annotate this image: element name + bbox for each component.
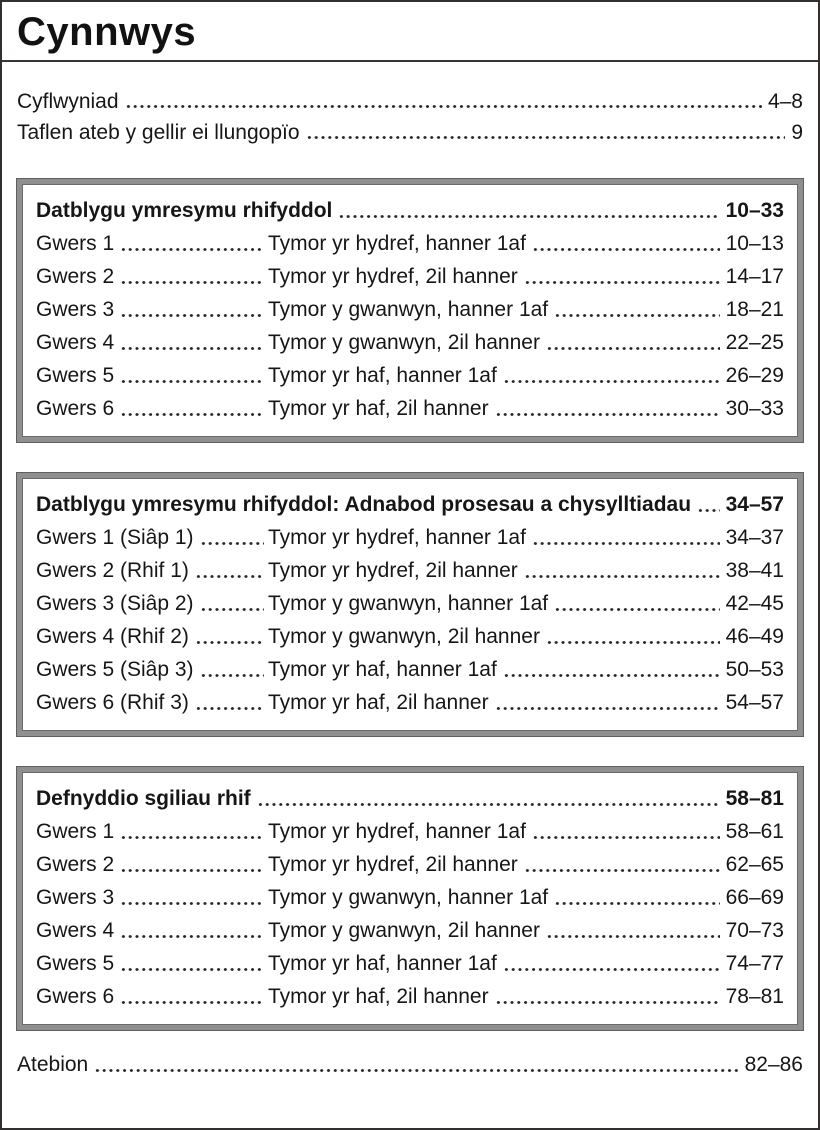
- dot-leader: [554, 608, 719, 611]
- lesson-row: [36, 848, 784, 881]
- lesson-label: Gwers 3: [36, 886, 115, 909]
- section-heading-row: [36, 194, 784, 227]
- lesson-pages: 30–33: [725, 397, 784, 420]
- lesson-row: [36, 980, 784, 1013]
- lesson-pages: 22–25: [725, 331, 784, 354]
- dot-leader: [532, 248, 720, 251]
- section-box-defnyddio-sgiliau-rhif: [17, 767, 803, 1030]
- dot-leader: [120, 935, 264, 938]
- dot-leader: [120, 347, 264, 350]
- section-heading-row: [36, 782, 784, 815]
- lesson-row: [36, 686, 784, 719]
- dot-leader: [120, 413, 264, 416]
- dot-leader: [120, 836, 264, 839]
- dot-leader: [195, 641, 264, 644]
- footer-entries: [17, 1048, 803, 1081]
- lesson-pages: 74–77: [725, 952, 784, 975]
- lesson-label: Gwers 5 (Siâp 3): [36, 658, 194, 681]
- lesson-term: Tymor yr hydref, 2il hanner: [268, 853, 518, 876]
- lesson-label: Gwers 2: [36, 853, 115, 876]
- lesson-pages: 54–57: [725, 691, 784, 714]
- dot-leader: [503, 674, 720, 677]
- title-divider: [2, 60, 818, 62]
- dot-leader: [503, 380, 720, 383]
- dot-leader: [94, 1069, 738, 1072]
- lesson-pages: 58–61: [725, 820, 784, 843]
- lesson-term: Tymor yr haf, hanner 1af: [268, 364, 497, 387]
- dot-leader: [495, 1001, 720, 1004]
- entry-label: Cyflwyniad: [17, 90, 119, 113]
- lesson-pages: 66–69: [725, 886, 784, 909]
- lesson-row: [36, 587, 784, 620]
- dot-leader: [338, 215, 719, 218]
- lesson-term: Tymor y gwanwyn, 2il hanner: [268, 625, 540, 648]
- entry-pages: 9: [791, 121, 803, 144]
- dot-leader: [125, 105, 762, 108]
- lesson-pages: 46–49: [725, 625, 784, 648]
- lesson-label: Gwers 6: [36, 397, 115, 420]
- lesson-pages: 26–29: [725, 364, 784, 387]
- entry-label: Taflen ateb y gellir ei llungopïo: [17, 121, 300, 144]
- dot-leader: [200, 542, 264, 545]
- lesson-row: [36, 881, 784, 914]
- lesson-term: Tymor yr hydref, 2il hanner: [268, 265, 518, 288]
- lesson-term: Tymor yr hydref, hanner 1af: [268, 820, 526, 843]
- entry-pages: 82–86: [744, 1053, 803, 1076]
- dot-leader: [697, 509, 720, 512]
- lesson-pages: 10–13: [725, 232, 784, 255]
- dot-leader: [120, 380, 264, 383]
- dot-leader: [200, 608, 264, 611]
- dot-leader: [554, 314, 719, 317]
- lesson-label: Gwers 5: [36, 952, 115, 975]
- dot-leader: [524, 281, 720, 284]
- lesson-label: Gwers 2 (Rhif 1): [36, 559, 189, 582]
- lesson-label: Gwers 5: [36, 364, 115, 387]
- lesson-label: Gwers 1: [36, 232, 115, 255]
- toc-entry-row: [17, 1048, 803, 1081]
- lesson-row: [36, 326, 784, 359]
- section-box-datblygu-ymresymu-rhifyddol: [17, 179, 803, 442]
- lesson-label: Gwers 4: [36, 919, 115, 942]
- lesson-label: Gwers 3 (Siâp 2): [36, 592, 194, 615]
- dot-leader: [495, 707, 720, 710]
- lesson-pages: 38–41: [725, 559, 784, 582]
- dot-leader: [120, 902, 264, 905]
- lesson-term: Tymor y gwanwyn, 2il hanner: [268, 331, 540, 354]
- lesson-label: Gwers 1: [36, 820, 115, 843]
- lesson-pages: 78–81: [725, 985, 784, 1008]
- lesson-term: Tymor yr haf, hanner 1af: [268, 952, 497, 975]
- section-pages: 58–81: [725, 787, 784, 810]
- lesson-row: [36, 359, 784, 392]
- lesson-term: Tymor y gwanwyn, 2il hanner: [268, 919, 540, 942]
- section-heading: Datblygu ymresymu rhifyddol: [36, 199, 333, 222]
- lesson-term: Tymor yr haf, 2il hanner: [268, 985, 489, 1008]
- lesson-label: Gwers 6 (Rhif 3): [36, 691, 189, 714]
- lesson-row: [36, 620, 784, 653]
- dot-leader: [503, 968, 720, 971]
- lesson-term: Tymor yr haf, 2il hanner: [268, 397, 489, 420]
- lesson-term: Tymor yr hydref, hanner 1af: [268, 232, 526, 255]
- dot-leader: [120, 869, 264, 872]
- lesson-label: Gwers 6: [36, 985, 115, 1008]
- lesson-label: Gwers 2: [36, 265, 115, 288]
- dot-leader: [524, 575, 720, 578]
- dot-leader: [120, 248, 264, 251]
- lesson-label: Gwers 4: [36, 331, 115, 354]
- lesson-term: Tymor yr hydref, hanner 1af: [268, 526, 526, 549]
- lesson-pages: 70–73: [725, 919, 784, 942]
- dot-leader: [200, 674, 264, 677]
- lesson-row: [36, 260, 784, 293]
- dot-leader: [120, 1001, 264, 1004]
- lesson-pages: 18–21: [725, 298, 784, 321]
- lesson-row: [36, 653, 784, 686]
- lesson-label: Gwers 3: [36, 298, 115, 321]
- lesson-row: [36, 521, 784, 554]
- section-box-adnabod-prosesau: [17, 473, 803, 736]
- lesson-row: [36, 914, 784, 947]
- toc-entry-row: [17, 86, 803, 117]
- dot-leader: [306, 136, 786, 139]
- toc-entry-row: [17, 117, 803, 148]
- section-pages: 34–57: [725, 493, 784, 516]
- lesson-row: [36, 554, 784, 587]
- lesson-pages: 34–37: [725, 526, 784, 549]
- dot-leader: [195, 707, 264, 710]
- dot-leader: [257, 803, 720, 806]
- lesson-term: Tymor y gwanwyn, hanner 1af: [268, 592, 549, 615]
- lesson-row: [36, 227, 784, 260]
- dot-leader: [195, 575, 264, 578]
- lesson-row: [36, 815, 784, 848]
- section-heading: Defnyddio sgiliau rhif: [36, 787, 251, 810]
- dot-leader: [120, 314, 264, 317]
- intro-entries: [17, 86, 803, 148]
- lesson-term: Tymor yr haf, hanner 1af: [268, 658, 497, 681]
- entry-label: Atebion: [17, 1053, 89, 1076]
- lesson-pages: 50–53: [725, 658, 784, 681]
- lesson-label: Gwers 4 (Rhif 2): [36, 625, 189, 648]
- lesson-term: Tymor y gwanwyn, hanner 1af: [268, 298, 549, 321]
- lesson-label: Gwers 1 (Siâp 1): [36, 526, 194, 549]
- lesson-pages: 14–17: [725, 265, 784, 288]
- lesson-term: Tymor yr haf, 2il hanner: [268, 691, 489, 714]
- section-heading-row: [36, 488, 784, 521]
- dot-leader: [532, 836, 720, 839]
- lesson-row: [36, 293, 784, 326]
- lesson-pages: 42–45: [725, 592, 784, 615]
- dot-leader: [495, 413, 720, 416]
- dot-leader: [120, 281, 264, 284]
- dot-leader: [546, 347, 720, 350]
- dot-leader: [524, 869, 720, 872]
- dot-leader: [532, 542, 720, 545]
- lesson-term: Tymor y gwanwyn, hanner 1af: [268, 886, 549, 909]
- lesson-row: [36, 392, 784, 425]
- dot-leader: [554, 902, 719, 905]
- entry-pages: 4–8: [767, 90, 803, 113]
- section-pages: 10–33: [725, 199, 784, 222]
- dot-leader: [546, 641, 720, 644]
- section-heading: Datblygu ymresymu rhifyddol: Adnabod prosesau a chysylltiadau: [36, 493, 692, 516]
- page-title: Cynnwys: [17, 10, 197, 54]
- lesson-row: [36, 947, 784, 980]
- dot-leader: [120, 968, 264, 971]
- lesson-pages: 62–65: [725, 853, 784, 876]
- lesson-term: Tymor yr hydref, 2il hanner: [268, 559, 518, 582]
- dot-leader: [546, 935, 720, 938]
